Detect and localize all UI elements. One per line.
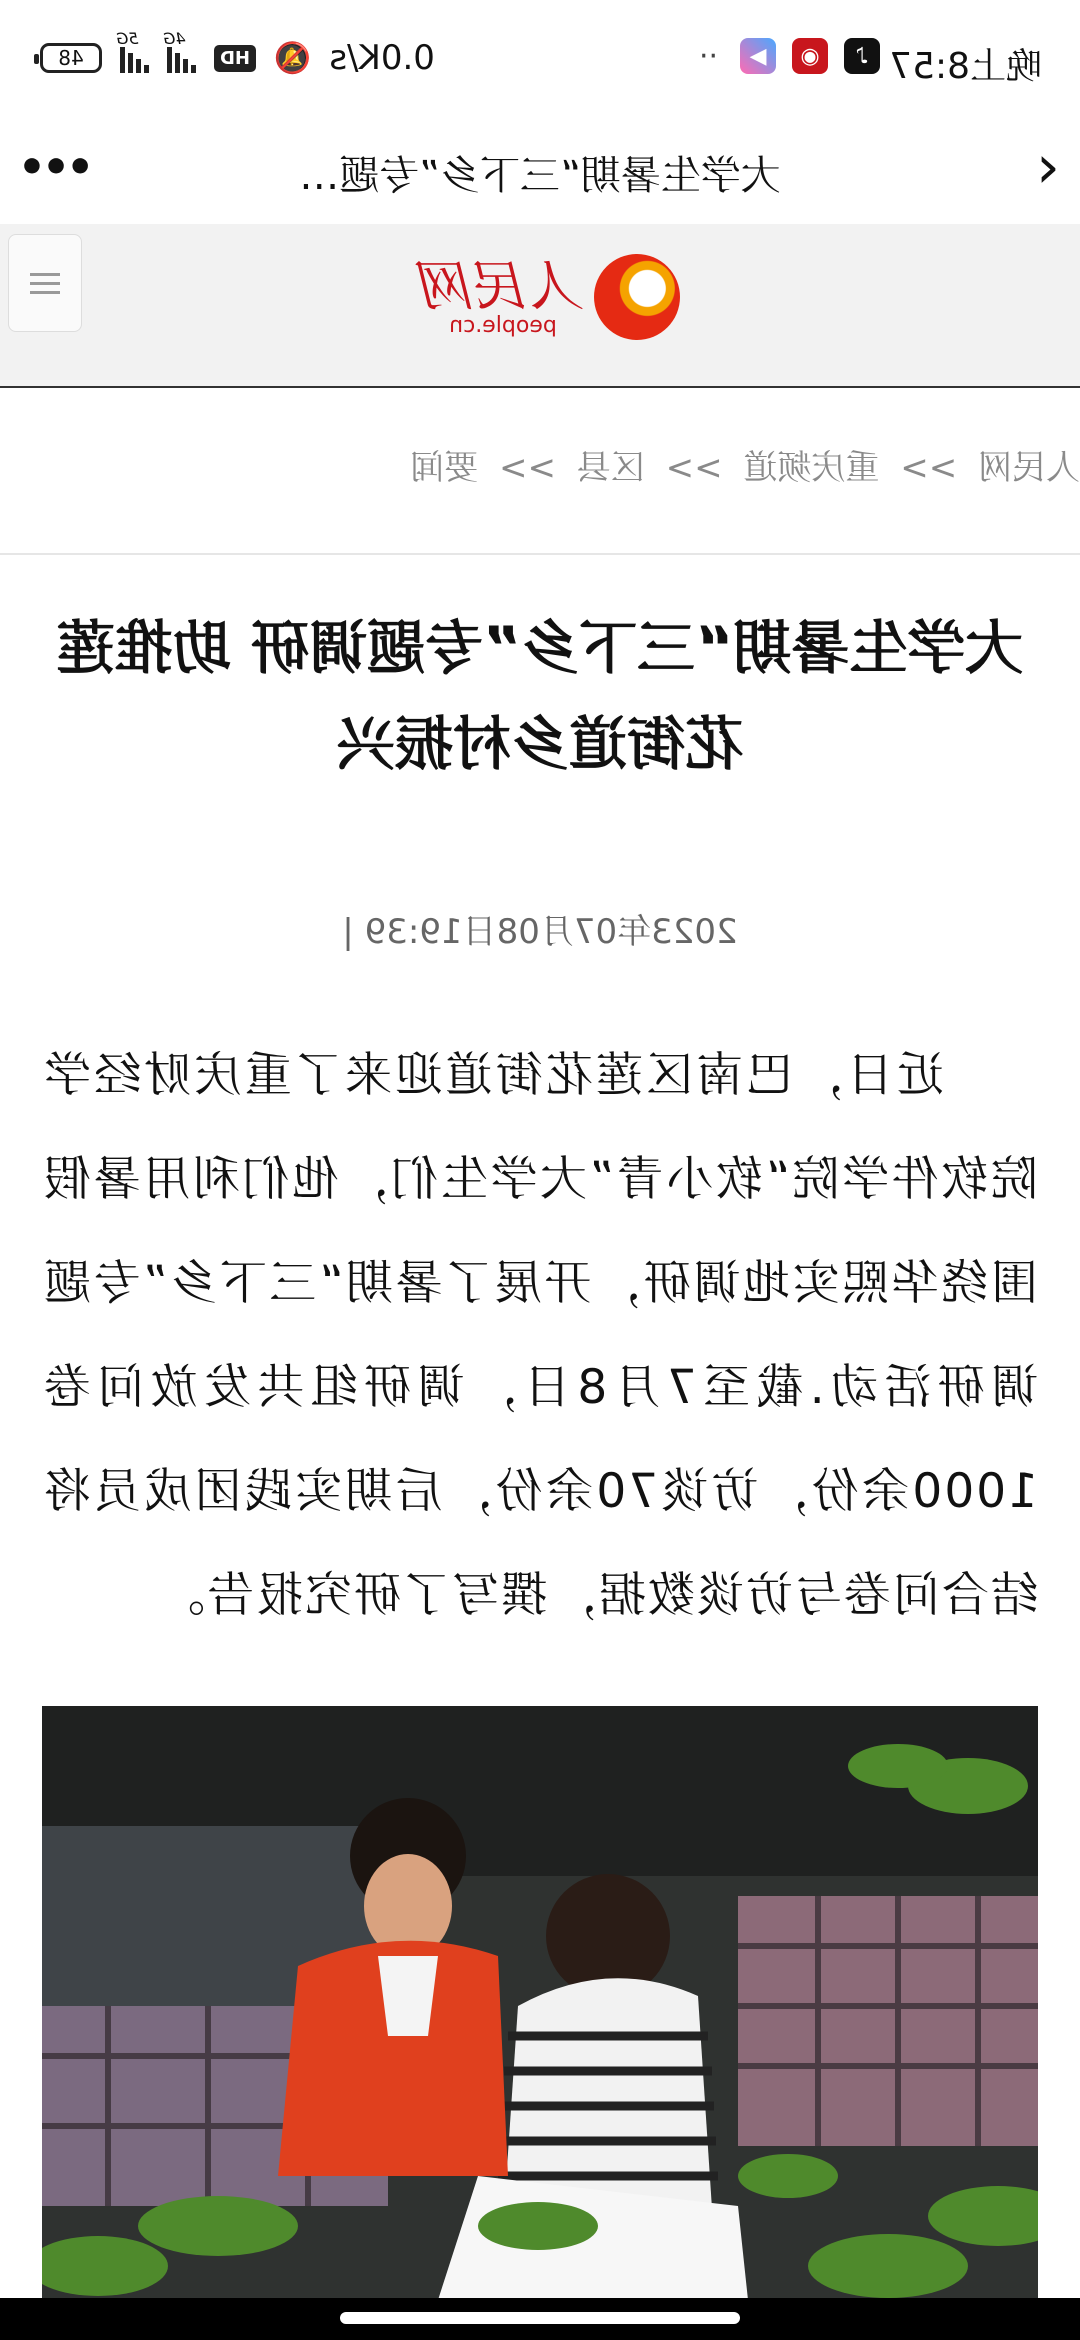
breadcrumb-separator: >> <box>900 448 958 488</box>
hd-badge: HD <box>214 45 256 72</box>
article-title: 大学生暑期“三下乡”专题调研 助推莲花街道乡村振兴 <box>56 614 1024 778</box>
photo-illustration <box>42 1706 1038 2300</box>
back-icon[interactable]: ‹ <box>1036 132 1060 202</box>
logo-emblem-icon <box>594 254 680 340</box>
video-app-icon: ▶ <box>740 38 776 74</box>
tiktok-icon: ♪ <box>844 38 880 74</box>
notification-icons <box>699 38 880 74</box>
battery-icon <box>40 43 102 73</box>
home-indicator[interactable] <box>340 2312 740 2324</box>
breadcrumb-item[interactable]: 人民网 <box>978 448 1080 488</box>
net-speed: 0.0K/s <box>329 38 435 78</box>
status-time: 晚上8:57 <box>889 46 1042 87</box>
bank-app-icon: ◉ <box>792 38 828 74</box>
signal-icon-5g: 5G <box>120 43 149 73</box>
gesture-bar <box>0 2298 1080 2340</box>
mute-icon: 🔕 <box>274 40 312 76</box>
site-header <box>0 224 1080 388</box>
breadcrumb-item[interactable]: 要闻 <box>410 448 479 488</box>
status-bar <box>0 0 1080 118</box>
logo-text-cn: 人民网 <box>422 254 584 318</box>
people-logo[interactable] <box>422 254 680 340</box>
more-options-icon[interactable]: ••• <box>21 142 95 193</box>
menu-icon[interactable] <box>8 234 82 332</box>
browser-nav-bar <box>0 118 1080 224</box>
more-notifications-icon: ·· <box>698 38 718 74</box>
page-title: 大学生暑期“三下乡”专题… <box>299 153 781 199</box>
breadcrumb-item[interactable]: 重庆频道 <box>743 448 880 488</box>
divider <box>0 553 1080 555</box>
article-photo <box>42 1706 1038 2300</box>
article-body: 近日，巴南区莲花街道迎来了重庆财经学院软件学院“软小青”大学生们，他们利用暑假围绕华熙实地调研，开展了暑期“三下乡”专题调研活动.截至7月8日，调研组共发放问卷1000余份，访谈70余份，后期实践团成员将结合问卷与访谈数据，撰写了研究报告。 <box>42 1048 1038 1623</box>
battery-level: 48 <box>58 46 84 70</box>
signal-icon-4g: 4G <box>167 43 196 73</box>
breadcrumb-separator: >> <box>498 448 556 488</box>
breadcrumb-separator: >> <box>665 448 723 488</box>
article-date: 2023年07月08日19:39 | <box>342 912 738 952</box>
status-indicators <box>40 29 435 78</box>
logo-text-en: people.cn <box>449 312 557 338</box>
breadcrumb <box>0 440 1080 500</box>
breadcrumb-item[interactable]: 区县 <box>576 448 645 488</box>
